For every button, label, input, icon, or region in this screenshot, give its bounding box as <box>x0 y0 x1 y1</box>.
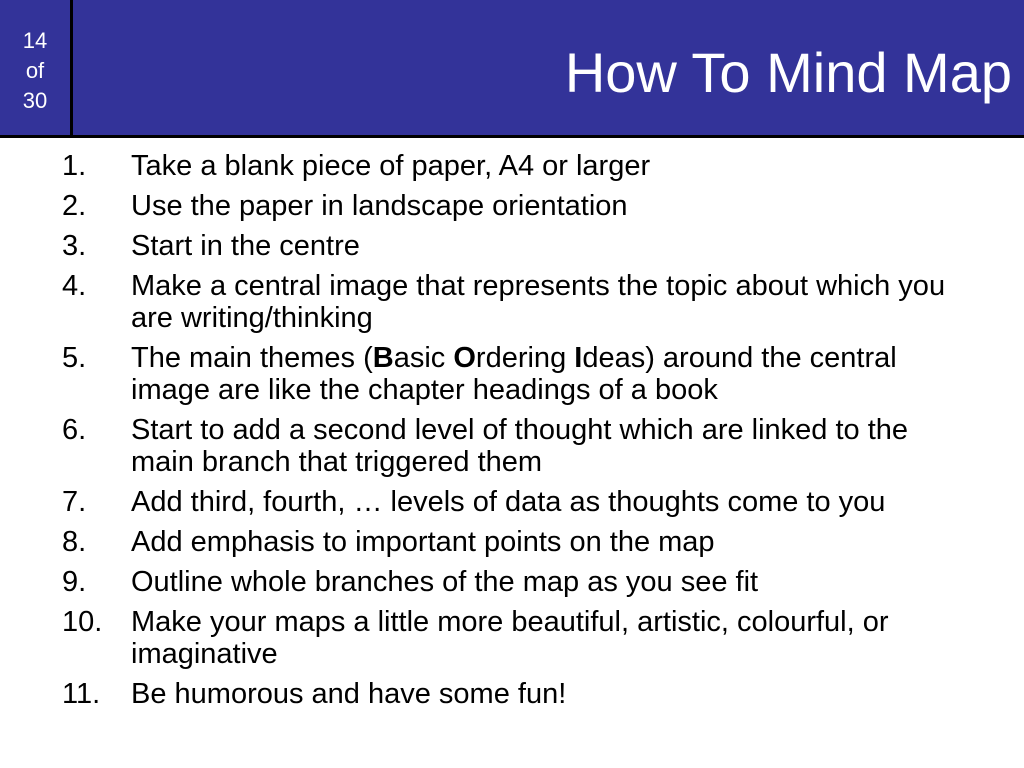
page-current: 14 <box>22 28 48 53</box>
step-text <box>131 566 758 598</box>
step-number: 3. <box>62 230 87 262</box>
list-item <box>0 270 1024 334</box>
step-text <box>131 606 889 670</box>
step-text-segment: Use the paper in landscape orientation <box>131 190 628 222</box>
page-of-label: of <box>25 58 45 83</box>
list-item <box>0 678 1024 710</box>
step-text <box>131 230 360 262</box>
step-text-segment: asic <box>393 342 454 374</box>
step-number: 10. <box>62 606 103 638</box>
step-text-segment: rdering <box>475 342 575 374</box>
step-text <box>131 486 885 518</box>
step-text-bold-segment: I <box>574 342 583 374</box>
slide-header <box>0 0 1024 138</box>
step-number: 7. <box>62 486 87 518</box>
step-text <box>131 414 908 478</box>
step-number: 8. <box>62 526 87 558</box>
step-number: 4. <box>62 270 87 302</box>
step-text <box>131 526 715 558</box>
list-item <box>0 486 1024 518</box>
step-text-segment: Take a blank piece of paper, A4 or larger <box>131 150 651 182</box>
list-item <box>0 414 1024 478</box>
list-item <box>0 526 1024 558</box>
step-text <box>131 150 650 182</box>
list-item <box>0 606 1024 670</box>
step-text <box>131 342 897 406</box>
list-item <box>0 342 1024 406</box>
step-text-segment: Outline whole branches of the map as you see fit <box>131 566 759 598</box>
step-text-segment: deas) around the central image are like the chapter headings of a book <box>131 342 897 406</box>
step-number: 11. <box>62 678 101 710</box>
step-text-segment: Make your maps a little more beautiful, artistic, colourful, or imaginative <box>131 606 889 670</box>
step-text-segment: Start in the centre <box>131 230 360 262</box>
step-text-segment: Start to add a second level of thought which are linked to the main branch that triggered them <box>131 414 909 478</box>
slide-title: How To Mind Map <box>564 41 1012 104</box>
list-item <box>0 150 1024 182</box>
step-text-bold-segment: B <box>372 342 394 374</box>
step-text-segment: Be humorous and have some fun! <box>131 678 567 710</box>
step-number: 5. <box>62 342 87 374</box>
step-text <box>131 270 945 334</box>
step-number: 1. <box>62 150 87 182</box>
step-number: 2. <box>62 190 87 222</box>
step-text-segment: The main themes ( <box>131 342 373 374</box>
step-text-segment: Add third, fourth, … levels of data as thoughts come to you <box>131 486 886 518</box>
list-item <box>0 190 1024 222</box>
step-text-bold-segment: O <box>453 342 476 374</box>
page-total: 30 <box>22 88 48 113</box>
step-text-segment: Make a central image that represents the topic about which you are writing/thinking <box>131 270 946 334</box>
step-text <box>131 190 628 222</box>
list-item <box>0 230 1024 262</box>
page-counter <box>0 0 73 138</box>
list-item <box>0 566 1024 598</box>
steps-list <box>0 150 1024 718</box>
step-text-segment: Add emphasis to important points on the map <box>131 526 715 558</box>
step-number: 9. <box>62 566 87 598</box>
step-text <box>131 678 566 710</box>
step-number: 6. <box>62 414 87 446</box>
